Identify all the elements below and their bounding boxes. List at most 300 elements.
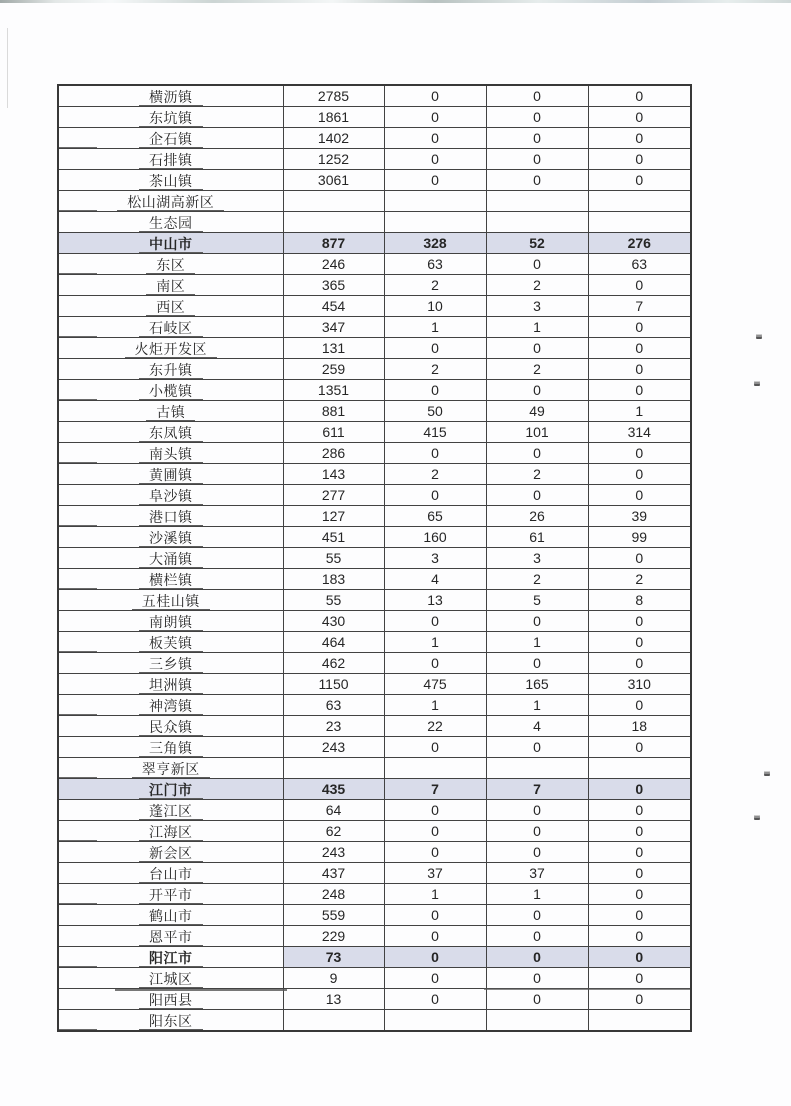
region-name: 阳西县 bbox=[139, 992, 203, 1009]
value-cell-1: 1252 bbox=[283, 149, 384, 170]
value-cell-4: 0 bbox=[588, 800, 691, 821]
value-cell-3: 4 bbox=[486, 716, 588, 737]
table-row bbox=[58, 947, 691, 968]
value-cell-2: 0 bbox=[384, 443, 486, 464]
table-row bbox=[58, 170, 691, 191]
region-name: 茶山镇 bbox=[139, 173, 203, 190]
table-row bbox=[58, 611, 691, 632]
region-name: 坦洲镇 bbox=[139, 677, 203, 694]
table-row bbox=[58, 191, 691, 212]
region-name-cell bbox=[58, 653, 283, 674]
value-cell-2 bbox=[384, 758, 486, 779]
table-row bbox=[58, 296, 691, 317]
value-cell-1 bbox=[283, 1010, 384, 1032]
value-cell-2 bbox=[384, 212, 486, 233]
value-cell-1: 127 bbox=[283, 506, 384, 527]
value-cell-2: 50 bbox=[384, 401, 486, 422]
table-row bbox=[58, 422, 691, 443]
table-row bbox=[58, 107, 691, 128]
region-name-cell bbox=[58, 674, 283, 695]
region-name-cell bbox=[58, 128, 283, 149]
value-cell-3 bbox=[486, 191, 588, 212]
region-name-cell bbox=[58, 359, 283, 380]
value-cell-4: 0 bbox=[588, 968, 691, 989]
region-name: 生态园 bbox=[139, 215, 203, 232]
region-name-cell bbox=[58, 611, 283, 632]
table-row bbox=[58, 989, 691, 1010]
value-cell-2: 63 bbox=[384, 254, 486, 275]
value-cell-1: 1150 bbox=[283, 674, 384, 695]
value-cell-1: 877 bbox=[283, 233, 384, 254]
value-cell-3: 0 bbox=[486, 800, 588, 821]
value-cell-4: 0 bbox=[588, 926, 691, 947]
value-cell-1: 451 bbox=[283, 527, 384, 548]
value-cell-4: 99 bbox=[588, 527, 691, 548]
value-cell-1: 365 bbox=[283, 275, 384, 296]
value-cell-4: 0 bbox=[588, 632, 691, 653]
table-row bbox=[58, 1010, 691, 1032]
scan-ghost-line bbox=[484, 988, 690, 990]
region-name-cell bbox=[58, 779, 283, 800]
value-cell-3: 3 bbox=[486, 296, 588, 317]
value-cell-2: 415 bbox=[384, 422, 486, 443]
table-row bbox=[58, 569, 691, 590]
region-name-cell bbox=[58, 464, 283, 485]
value-cell-2: 3 bbox=[384, 548, 486, 569]
value-cell-3: 0 bbox=[486, 254, 588, 275]
value-cell-4: 0 bbox=[588, 85, 691, 107]
value-cell-1: 462 bbox=[283, 653, 384, 674]
region-name: 神湾镇 bbox=[139, 698, 203, 715]
scan-ghost-line bbox=[115, 989, 287, 991]
value-cell-2: 0 bbox=[384, 338, 486, 359]
region-name: 横沥镇 bbox=[139, 89, 203, 106]
region-name-cell bbox=[58, 842, 283, 863]
table-row bbox=[58, 85, 691, 107]
value-cell-4: 39 bbox=[588, 506, 691, 527]
value-cell-2: 0 bbox=[384, 107, 486, 128]
value-cell-3: 26 bbox=[486, 506, 588, 527]
value-cell-1: 464 bbox=[283, 632, 384, 653]
table-row bbox=[58, 737, 691, 758]
region-name: 西区 bbox=[146, 299, 195, 316]
region-name: 三乡镇 bbox=[139, 656, 203, 673]
value-cell-1 bbox=[283, 191, 384, 212]
region-name-cell bbox=[58, 296, 283, 317]
region-name-cell bbox=[58, 926, 283, 947]
table-row bbox=[58, 506, 691, 527]
region-name-cell bbox=[58, 569, 283, 590]
value-cell-1: 2785 bbox=[283, 85, 384, 107]
value-cell-1: 559 bbox=[283, 905, 384, 926]
region-name-cell bbox=[58, 737, 283, 758]
value-cell-3: 101 bbox=[486, 422, 588, 443]
value-cell-3: 2 bbox=[486, 464, 588, 485]
value-cell-3: 0 bbox=[486, 611, 588, 632]
value-cell-4: 0 bbox=[588, 842, 691, 863]
table-row bbox=[58, 968, 691, 989]
value-cell-4: 0 bbox=[588, 695, 691, 716]
table-row bbox=[58, 590, 691, 611]
region-name: 黄圃镇 bbox=[139, 467, 203, 484]
region-name-cell bbox=[58, 317, 283, 338]
value-cell-4: 63 bbox=[588, 254, 691, 275]
table-body bbox=[58, 85, 691, 1031]
region-name-cell bbox=[58, 191, 283, 212]
value-cell-1: 430 bbox=[283, 611, 384, 632]
value-cell-4: 2 bbox=[588, 569, 691, 590]
table-row bbox=[58, 926, 691, 947]
value-cell-1: 55 bbox=[283, 590, 384, 611]
region-name: 港口镇 bbox=[139, 509, 203, 526]
scan-speck bbox=[764, 771, 770, 776]
region-name: 横栏镇 bbox=[139, 572, 203, 589]
region-statistics-table bbox=[57, 84, 692, 1032]
value-cell-3: 0 bbox=[486, 338, 588, 359]
region-name-cell bbox=[58, 884, 283, 905]
region-name: 江海区 bbox=[139, 824, 203, 841]
region-name-cell bbox=[58, 758, 283, 779]
value-cell-1: 277 bbox=[283, 485, 384, 506]
region-name: 南区 bbox=[146, 278, 195, 295]
table-row bbox=[58, 842, 691, 863]
region-name: 东区 bbox=[146, 257, 195, 274]
value-cell-2: 0 bbox=[384, 800, 486, 821]
scan-speck bbox=[756, 334, 762, 339]
region-name-cell bbox=[58, 275, 283, 296]
region-name: 新会区 bbox=[139, 845, 203, 862]
value-cell-2: 0 bbox=[384, 149, 486, 170]
value-cell-2: 2 bbox=[384, 359, 486, 380]
value-cell-4: 0 bbox=[588, 863, 691, 884]
value-cell-3: 0 bbox=[486, 485, 588, 506]
table-row bbox=[58, 527, 691, 548]
value-cell-3: 0 bbox=[486, 821, 588, 842]
value-cell-4: 0 bbox=[588, 821, 691, 842]
value-cell-1: 55 bbox=[283, 548, 384, 569]
value-cell-2: 475 bbox=[384, 674, 486, 695]
region-name: 开平市 bbox=[139, 887, 203, 904]
scan-left-edge-artifact bbox=[7, 28, 8, 108]
value-cell-1: 881 bbox=[283, 401, 384, 422]
region-name: 鹤山市 bbox=[139, 908, 203, 925]
region-name: 火炬开发区 bbox=[125, 341, 218, 358]
value-cell-3: 37 bbox=[486, 863, 588, 884]
value-cell-1: 611 bbox=[283, 422, 384, 443]
value-cell-1: 9 bbox=[283, 968, 384, 989]
value-cell-2: 7 bbox=[384, 779, 486, 800]
region-name: 恩平市 bbox=[139, 929, 203, 946]
region-name: 翠亨新区 bbox=[132, 761, 210, 778]
value-cell-4: 314 bbox=[588, 422, 691, 443]
value-cell-1: 62 bbox=[283, 821, 384, 842]
value-cell-1: 454 bbox=[283, 296, 384, 317]
value-cell-1: 13 bbox=[283, 989, 384, 1010]
value-cell-3: 52 bbox=[486, 233, 588, 254]
value-cell-1: 63 bbox=[283, 695, 384, 716]
value-cell-2 bbox=[384, 1010, 486, 1032]
value-cell-3: 5 bbox=[486, 590, 588, 611]
region-name-cell bbox=[58, 800, 283, 821]
region-name-cell bbox=[58, 254, 283, 275]
value-cell-2: 0 bbox=[384, 968, 486, 989]
value-cell-4: 0 bbox=[588, 779, 691, 800]
scan-speck bbox=[754, 815, 760, 820]
value-cell-1: 1351 bbox=[283, 380, 384, 401]
value-cell-3: 2 bbox=[486, 275, 588, 296]
value-cell-4: 0 bbox=[588, 611, 691, 632]
value-cell-3 bbox=[486, 212, 588, 233]
value-cell-2: 0 bbox=[384, 821, 486, 842]
region-name-cell bbox=[58, 989, 283, 1010]
region-name: 东坑镇 bbox=[139, 110, 203, 127]
value-cell-3: 7 bbox=[486, 779, 588, 800]
value-cell-1: 23 bbox=[283, 716, 384, 737]
region-name-cell bbox=[58, 695, 283, 716]
value-cell-4: 0 bbox=[588, 884, 691, 905]
value-cell-1: 243 bbox=[283, 842, 384, 863]
table-row bbox=[58, 128, 691, 149]
value-cell-1: 259 bbox=[283, 359, 384, 380]
region-name-cell bbox=[58, 107, 283, 128]
value-cell-2: 0 bbox=[384, 905, 486, 926]
region-name-cell bbox=[58, 338, 283, 359]
value-cell-2: 2 bbox=[384, 464, 486, 485]
table-row bbox=[58, 254, 691, 275]
region-name: 江门市 bbox=[139, 782, 203, 799]
region-name-cell bbox=[58, 548, 283, 569]
value-cell-4: 310 bbox=[588, 674, 691, 695]
table-row bbox=[58, 800, 691, 821]
value-cell-3: 0 bbox=[486, 653, 588, 674]
region-name: 南朗镇 bbox=[139, 614, 203, 631]
table-row bbox=[58, 401, 691, 422]
region-name: 台山市 bbox=[139, 866, 203, 883]
region-name: 石排镇 bbox=[139, 152, 203, 169]
region-name-cell bbox=[58, 968, 283, 989]
value-cell-2: 10 bbox=[384, 296, 486, 317]
value-cell-4 bbox=[588, 191, 691, 212]
value-cell-2: 160 bbox=[384, 527, 486, 548]
value-cell-4: 7 bbox=[588, 296, 691, 317]
value-cell-1: 248 bbox=[283, 884, 384, 905]
table-row bbox=[58, 464, 691, 485]
region-name: 古镇 bbox=[146, 404, 195, 421]
region-name: 民众镇 bbox=[139, 719, 203, 736]
region-name: 五桂山镇 bbox=[132, 593, 210, 610]
region-name: 阜沙镇 bbox=[139, 488, 203, 505]
table-row bbox=[58, 632, 691, 653]
value-cell-4: 8 bbox=[588, 590, 691, 611]
region-name-cell bbox=[58, 632, 283, 653]
table-row bbox=[58, 758, 691, 779]
value-cell-3: 0 bbox=[486, 128, 588, 149]
region-name: 石岐区 bbox=[139, 320, 203, 337]
value-cell-3: 0 bbox=[486, 989, 588, 1010]
value-cell-1: 183 bbox=[283, 569, 384, 590]
region-name: 三角镇 bbox=[139, 740, 203, 757]
value-cell-2: 1 bbox=[384, 695, 486, 716]
value-cell-1: 1402 bbox=[283, 128, 384, 149]
value-cell-4: 0 bbox=[588, 275, 691, 296]
value-cell-3 bbox=[486, 1010, 588, 1032]
value-cell-1: 347 bbox=[283, 317, 384, 338]
value-cell-3: 1 bbox=[486, 317, 588, 338]
value-cell-2: 0 bbox=[384, 611, 486, 632]
value-cell-2: 0 bbox=[384, 85, 486, 107]
value-cell-1: 131 bbox=[283, 338, 384, 359]
region-name-cell bbox=[58, 716, 283, 737]
value-cell-4: 0 bbox=[588, 128, 691, 149]
region-name-cell bbox=[58, 1010, 283, 1032]
value-cell-4: 0 bbox=[588, 947, 691, 968]
value-cell-3: 165 bbox=[486, 674, 588, 695]
table-row bbox=[58, 905, 691, 926]
region-name-cell bbox=[58, 506, 283, 527]
region-name-cell bbox=[58, 233, 283, 254]
value-cell-1: 3061 bbox=[283, 170, 384, 191]
value-cell-3: 0 bbox=[486, 170, 588, 191]
value-cell-4: 0 bbox=[588, 107, 691, 128]
region-name-cell bbox=[58, 821, 283, 842]
value-cell-3: 2 bbox=[486, 359, 588, 380]
value-cell-4: 0 bbox=[588, 653, 691, 674]
table-row bbox=[58, 884, 691, 905]
value-cell-2: 1 bbox=[384, 632, 486, 653]
region-name: 东凤镇 bbox=[139, 425, 203, 442]
table-row bbox=[58, 233, 691, 254]
value-cell-4: 0 bbox=[588, 317, 691, 338]
region-name-cell bbox=[58, 443, 283, 464]
region-name: 企石镇 bbox=[139, 131, 203, 148]
region-name: 沙溪镇 bbox=[139, 530, 203, 547]
value-cell-3: 2 bbox=[486, 569, 588, 590]
value-cell-4: 18 bbox=[588, 716, 691, 737]
value-cell-4 bbox=[588, 758, 691, 779]
value-cell-4: 0 bbox=[588, 170, 691, 191]
region-name: 板芙镇 bbox=[139, 635, 203, 652]
value-cell-2: 65 bbox=[384, 506, 486, 527]
value-cell-1: 229 bbox=[283, 926, 384, 947]
region-name-cell bbox=[58, 590, 283, 611]
value-cell-2: 0 bbox=[384, 926, 486, 947]
value-cell-1 bbox=[283, 212, 384, 233]
value-cell-4: 0 bbox=[588, 989, 691, 1010]
value-cell-2: 0 bbox=[384, 485, 486, 506]
value-cell-3: 0 bbox=[486, 443, 588, 464]
region-name-cell bbox=[58, 170, 283, 191]
region-name-cell bbox=[58, 947, 283, 968]
region-name: 松山湖高新区 bbox=[117, 194, 224, 211]
value-cell-2: 0 bbox=[384, 380, 486, 401]
value-cell-2: 0 bbox=[384, 128, 486, 149]
value-cell-4: 1 bbox=[588, 401, 691, 422]
region-name-cell bbox=[58, 380, 283, 401]
region-name-cell bbox=[58, 527, 283, 548]
value-cell-4: 0 bbox=[588, 905, 691, 926]
value-cell-1: 437 bbox=[283, 863, 384, 884]
table-row bbox=[58, 695, 691, 716]
value-cell-3: 0 bbox=[486, 926, 588, 947]
region-name: 小榄镇 bbox=[139, 383, 203, 400]
value-cell-1: 64 bbox=[283, 800, 384, 821]
value-cell-2: 0 bbox=[384, 842, 486, 863]
value-cell-4: 0 bbox=[588, 359, 691, 380]
table-row bbox=[58, 716, 691, 737]
value-cell-4: 0 bbox=[588, 338, 691, 359]
value-cell-3 bbox=[486, 758, 588, 779]
value-cell-2: 1 bbox=[384, 317, 486, 338]
table-row bbox=[58, 212, 691, 233]
region-name: 江城区 bbox=[139, 971, 203, 988]
value-cell-1: 246 bbox=[283, 254, 384, 275]
value-cell-3: 1 bbox=[486, 884, 588, 905]
region-name-cell bbox=[58, 863, 283, 884]
value-cell-3: 0 bbox=[486, 85, 588, 107]
region-name: 大涌镇 bbox=[139, 551, 203, 568]
region-name: 阳江市 bbox=[139, 950, 203, 967]
region-name: 中山市 bbox=[139, 236, 203, 253]
value-cell-4: 0 bbox=[588, 149, 691, 170]
table-row bbox=[58, 380, 691, 401]
value-cell-4 bbox=[588, 212, 691, 233]
value-cell-2: 2 bbox=[384, 275, 486, 296]
value-cell-2: 22 bbox=[384, 716, 486, 737]
table-row bbox=[58, 485, 691, 506]
value-cell-1: 73 bbox=[283, 947, 384, 968]
value-cell-3: 1 bbox=[486, 632, 588, 653]
value-cell-3: 3 bbox=[486, 548, 588, 569]
value-cell-2: 37 bbox=[384, 863, 486, 884]
value-cell-2: 0 bbox=[384, 170, 486, 191]
value-cell-3: 0 bbox=[486, 905, 588, 926]
region-name: 南头镇 bbox=[139, 446, 203, 463]
value-cell-1: 1861 bbox=[283, 107, 384, 128]
scan-speck bbox=[754, 381, 760, 386]
value-cell-3: 0 bbox=[486, 968, 588, 989]
value-cell-3: 0 bbox=[486, 947, 588, 968]
value-cell-4: 276 bbox=[588, 233, 691, 254]
table-row bbox=[58, 338, 691, 359]
table-row bbox=[58, 821, 691, 842]
region-name: 东升镇 bbox=[139, 362, 203, 379]
value-cell-2: 4 bbox=[384, 569, 486, 590]
value-cell-1: 143 bbox=[283, 464, 384, 485]
region-name-cell bbox=[58, 401, 283, 422]
region-name-cell bbox=[58, 85, 283, 107]
region-name: 蓬江区 bbox=[139, 803, 203, 820]
value-cell-3: 49 bbox=[486, 401, 588, 422]
table-row bbox=[58, 548, 691, 569]
value-cell-2: 0 bbox=[384, 947, 486, 968]
region-name-cell bbox=[58, 212, 283, 233]
value-cell-3: 1 bbox=[486, 695, 588, 716]
value-cell-1: 243 bbox=[283, 737, 384, 758]
value-cell-3: 61 bbox=[486, 527, 588, 548]
value-cell-2: 1 bbox=[384, 884, 486, 905]
value-cell-3: 0 bbox=[486, 107, 588, 128]
scan-top-edge-artifact bbox=[0, 0, 791, 3]
value-cell-3: 0 bbox=[486, 149, 588, 170]
table-row bbox=[58, 653, 691, 674]
value-cell-2: 0 bbox=[384, 653, 486, 674]
value-cell-4: 0 bbox=[588, 737, 691, 758]
value-cell-4: 0 bbox=[588, 485, 691, 506]
value-cell-2: 328 bbox=[384, 233, 486, 254]
table-row bbox=[58, 779, 691, 800]
value-cell-3: 0 bbox=[486, 842, 588, 863]
value-cell-1 bbox=[283, 758, 384, 779]
